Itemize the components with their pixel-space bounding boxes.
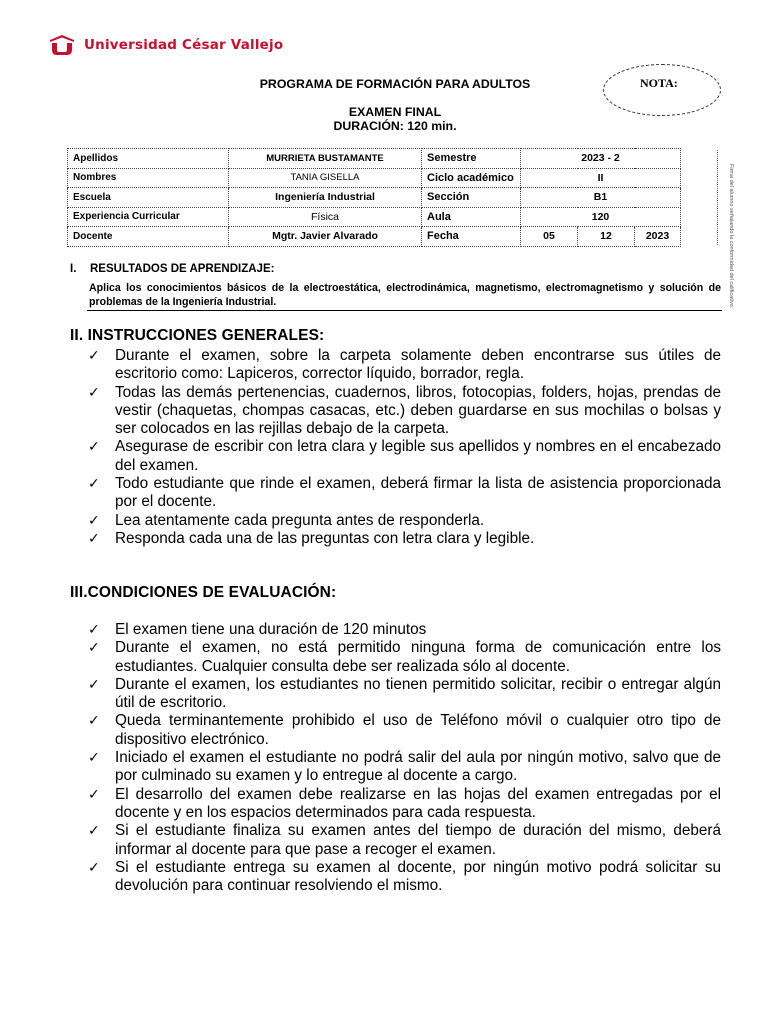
check-icon: ✓ — [88, 713, 100, 730]
value-seccion[interactable]: B1 — [521, 188, 681, 208]
exam-duration: DURACIÓN: 120 min. — [333, 119, 457, 133]
list-item — [88, 621, 721, 639]
list-item — [88, 676, 721, 713]
section-number: I. — [70, 263, 77, 275]
value-fecha-mes[interactable]: 12 — [578, 227, 635, 247]
list-item — [88, 749, 721, 786]
list-item — [88, 384, 721, 439]
value-experiencia[interactable]: Física — [229, 207, 422, 227]
check-icon: ✓ — [88, 530, 100, 547]
list-item — [88, 786, 721, 823]
signature-line — [717, 150, 718, 245]
value-apellidos[interactable]: MURRIETA BUSTAMANTE — [229, 149, 422, 169]
divider — [87, 310, 722, 311]
value-fecha-dia[interactable]: 05 — [521, 227, 578, 247]
grade-label: NOTA: — [640, 76, 678, 90]
label-semestre: Semestre — [422, 149, 521, 169]
value-docente[interactable]: Mgtr. Javier Alvarado — [229, 227, 422, 247]
label-escuela: Escuela — [68, 188, 229, 208]
evaluation-conditions-list — [88, 621, 721, 895]
value-ciclo[interactable]: II — [521, 168, 681, 188]
label-experiencia: Experiencia Curricular — [68, 207, 229, 227]
table-row — [68, 188, 681, 208]
label-ciclo: Ciclo académico — [422, 168, 521, 188]
list-item-text: Durante el examen, no está permitido ninguna forma de comunicación entre los estudiantes. Cualquier consulta debe ser realizada sólo al docente. — [115, 639, 721, 675]
label-nombres: Nombres — [68, 168, 229, 188]
signature-note: Firma del alumno señalando la conformidad del calificativo. — [728, 164, 734, 309]
list-item — [88, 438, 721, 475]
table-row — [68, 227, 681, 247]
list-item-text: Queda terminantemente prohibido el uso de Teléfono móvil o cualquier otro tipo de dispositivo electrónico. — [115, 712, 721, 748]
value-fecha-anio[interactable]: 2023 — [635, 227, 681, 247]
check-icon: ✓ — [88, 384, 100, 401]
label-docente: Docente — [68, 227, 229, 247]
list-item — [88, 512, 721, 530]
table-row — [68, 168, 681, 188]
list-item-text: Lea atentamente cada pregunta antes de responderla. — [115, 511, 485, 529]
list-item-text: Si el estudiante entrega su examen al docente, por ningún motivo podrá solicitar su devolución para continuar resolviendo el mismo. — [115, 858, 721, 895]
check-icon: ✓ — [88, 640, 100, 657]
label-fecha: Fecha — [422, 227, 521, 247]
table-row — [68, 149, 681, 169]
value-aula[interactable]: 120 — [521, 207, 681, 227]
check-icon: ✓ — [88, 439, 100, 456]
list-item — [88, 475, 721, 512]
check-icon: ✓ — [88, 476, 100, 493]
label-aula: Aula — [422, 207, 521, 227]
learning-results-text: Aplica los conocimientos básicos de la electroestática, electrodinámica, magnetismo, electromagnetismo y solución de problemas de la Ingeniería Industrial. — [89, 282, 721, 308]
ucv-logo-icon — [48, 34, 76, 56]
evaluation-conditions-title: III.CONDICIONES DE EVALUACIÓN: — [70, 584, 337, 601]
exam-title: EXAMEN FINAL — [348, 105, 442, 119]
list-item — [88, 347, 721, 384]
list-item-text: Todo estudiante que rinde el examen, deberá firmar la lista de asistencia proporcionada por el docente. — [115, 475, 721, 511]
check-icon: ✓ — [88, 676, 100, 693]
table-row — [68, 207, 681, 227]
list-item-text: Asegurase de escribir con letra clara y legible sus apellidos y nombres en el encabezado del examen. — [115, 438, 721, 474]
list-item-text: Durante el examen, los estudiantes no tienen permitido solicitar, recibir o entregar algún útil de escritorio. — [115, 675, 721, 712]
check-icon: ✓ — [88, 823, 100, 840]
list-item-text: El examen tiene una duración de 120 minutos — [115, 621, 427, 638]
value-nombres[interactable]: TANIA GISELLA — [229, 168, 422, 188]
general-instructions-list — [88, 347, 721, 548]
list-item — [88, 859, 721, 896]
list-item — [88, 530, 721, 548]
list-item-text: Durante el examen, sobre la carpeta solamente deben encontrarse sus útiles de escritorio como: Lapiceros, corrector líquido, borrador, regla. — [115, 347, 721, 383]
university-name: Universidad César Vallejo — [84, 37, 284, 53]
check-icon: ✓ — [88, 622, 100, 638]
label-seccion: Sección — [422, 188, 521, 208]
label-apellidos: Apellidos — [68, 149, 229, 169]
check-icon: ✓ — [88, 348, 100, 364]
list-item-text: Todas las demás pertenencias, cuadernos, libros, fotocopias, folders, hojas, prendas de vestir (chaquetas, chompas casacas, etc.) deben guardarse en sus mochilas o bolsas y ser colocados en las rejillas debajo de la carpeta. — [115, 383, 721, 438]
check-icon: ✓ — [88, 859, 100, 876]
value-semestre[interactable]: 2023 - 2 — [521, 149, 681, 169]
list-item-text: Responda cada una de las preguntas con letra clara y legible. — [115, 529, 535, 547]
check-icon: ✓ — [88, 786, 100, 803]
list-item — [88, 639, 721, 676]
list-item-text: Iniciado el examen el estudiante no podrá salir del aula por ningún motivo, salvo que de por culminado su examen y lo entregue al docente a cargo. — [115, 749, 721, 785]
list-item — [88, 822, 721, 859]
list-item-text: Si el estudiante finaliza su examen antes del tiempo de duración del mismo, deberá informar al docente para que pase a recoger el examen. — [115, 822, 721, 858]
program-title: PROGRAMA DE FORMACIÓN PARA ADULTOS — [259, 77, 531, 91]
learning-results-heading — [70, 263, 274, 275]
check-icon: ✓ — [88, 750, 100, 767]
list-item — [88, 712, 721, 749]
list-item-text: El desarrollo del examen debe realizarse en las hojas del examen entregadas por el docente y en los espacios determinados para cada respuesta. — [115, 785, 721, 821]
general-instructions-title: II. INSTRUCCIONES GENERALES: — [70, 327, 325, 344]
section-title: RESULTADOS DE APRENDIZAJE: — [90, 263, 275, 275]
value-escuela[interactable]: Ingeniería Industrial — [229, 188, 422, 208]
check-icon: ✓ — [88, 512, 100, 529]
university-logo — [48, 34, 283, 56]
student-info-table — [67, 148, 681, 247]
